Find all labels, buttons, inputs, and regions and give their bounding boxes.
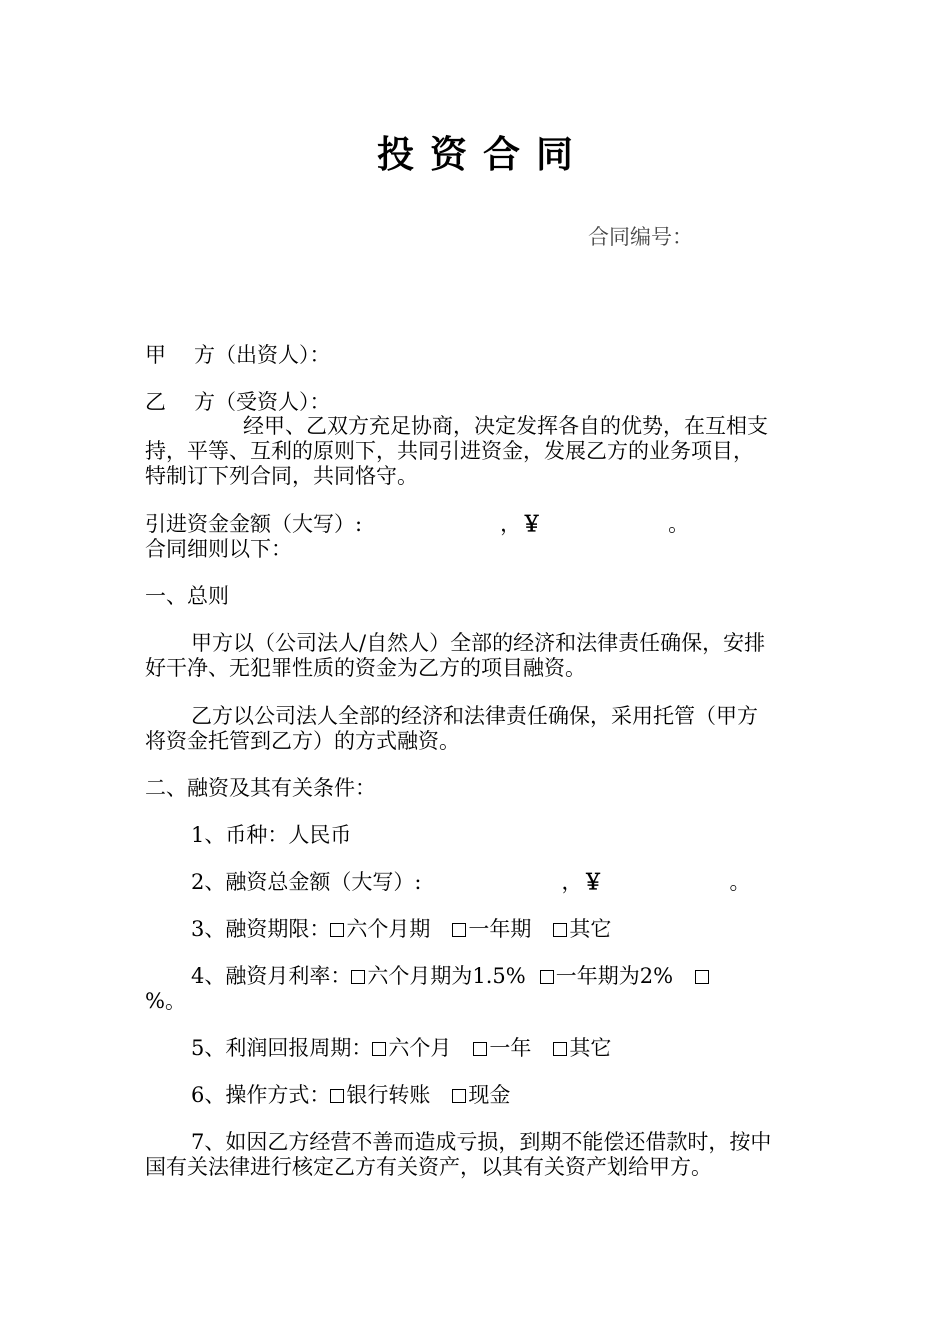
checkbox[interactable]	[330, 923, 344, 937]
amount-line	[145, 511, 689, 537]
item-currency: 1、币种：人民币	[191, 823, 352, 847]
intro-line-3: 特制订下列合同，共同恪守。	[145, 464, 418, 488]
item-return-cycle	[191, 1035, 611, 1061]
checkbox[interactable]	[452, 923, 466, 937]
party-b-label: 方（受资人）：	[194, 390, 331, 414]
item6-opt1: 银行转账	[346, 1083, 431, 1107]
checkbox[interactable]	[473, 1042, 487, 1056]
checkbox[interactable]	[330, 1089, 344, 1103]
intro-line-1: 经甲、乙双方充足协商，决定发挥各自的优势，在互相支	[243, 414, 768, 438]
amount-end: 。	[668, 512, 690, 536]
item5-label: 5、利润回报周期：	[191, 1036, 373, 1060]
party-a-line	[145, 342, 331, 368]
item4-opt2: 一年期为2%	[555, 964, 674, 988]
section1-heading: 一、总则	[145, 584, 229, 608]
checkbox[interactable]	[553, 923, 567, 937]
checkbox[interactable]	[351, 970, 365, 984]
item-operation	[191, 1082, 510, 1108]
document-title: 投资合同	[377, 132, 589, 176]
item3-opt2: 一年期	[468, 917, 532, 941]
checkbox[interactable]	[695, 970, 709, 984]
section1-p1-line2: 好干净、无犯罪性质的资金为乙方的项目融资。	[145, 656, 586, 680]
item4-label: 4、融资月利率：	[191, 964, 352, 988]
section1-p1-line1: 甲方以（公司法人/自然人）全部的经济和法律责任确保，安排	[191, 631, 766, 655]
party-b-line	[145, 389, 331, 415]
details-intro: 合同细则以下：	[145, 537, 292, 561]
item-total-amount	[191, 869, 750, 895]
checkbox[interactable]	[372, 1042, 386, 1056]
item-interest-rate	[191, 963, 711, 989]
item7-line1: 7、如因乙方经营不善而造成亏损，到期不能偿还借款时，按中	[191, 1130, 772, 1154]
item7-line2: 国有关法律进行核定乙方有关资产，以其有关资产划给甲方。	[145, 1155, 712, 1179]
yen-symbol-2: ￥	[582, 869, 604, 894]
item4-wrap: %。	[145, 989, 186, 1013]
checkbox[interactable]	[452, 1089, 466, 1103]
item6-label: 6、操作方式：	[191, 1083, 331, 1107]
item2-comma: ，	[561, 870, 583, 894]
item3-label: 3、融资期限：	[191, 917, 331, 941]
section1-p2-line2: 将资金托管到乙方）的方式融资。	[145, 729, 460, 753]
intro-line-2: 持，平等、互利的原则下，共同引进资金，发展乙方的业务项目，	[145, 439, 754, 463]
item2-end: 。	[729, 870, 751, 894]
item6-opt2: 现金	[468, 1083, 511, 1107]
item3-opt1: 六个月期	[346, 917, 431, 941]
item5-opt2: 一年	[489, 1036, 532, 1060]
yen-symbol: ￥	[521, 511, 543, 536]
checkbox[interactable]	[553, 1042, 567, 1056]
section2-heading: 二、融资及其有关条件：	[145, 776, 376, 800]
checkbox[interactable]	[540, 970, 554, 984]
item3-opt3: 其它	[569, 917, 612, 941]
contract-number-label: 合同编号：	[588, 225, 693, 249]
party-a-char: 甲	[145, 343, 166, 367]
amount-label: 引进资金金额（大写）:	[145, 512, 363, 536]
item4-opt1: 六个月期为1.5%	[367, 964, 526, 988]
section1-p2-line1: 乙方以公司法人全部的经济和法律责任确保，采用托管（甲方	[191, 704, 758, 728]
item5-opt1: 六个月	[388, 1036, 452, 1060]
item5-opt3: 其它	[569, 1036, 612, 1060]
party-a-label: 方（出资人）：	[194, 343, 331, 367]
item2-label: 2、融资总金额（大写）:	[191, 870, 422, 894]
amount-comma: ，	[500, 512, 522, 536]
party-b-char: 乙	[145, 390, 166, 414]
item-term	[191, 916, 611, 942]
